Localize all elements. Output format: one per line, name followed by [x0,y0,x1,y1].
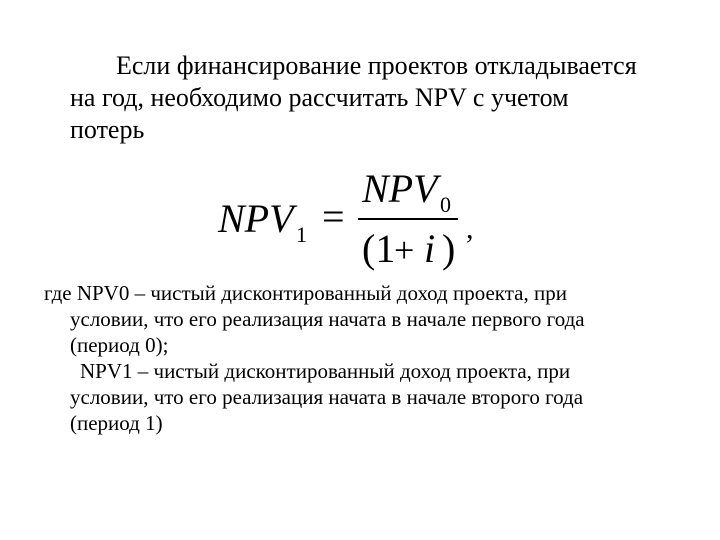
definition-npv0-line-3: (период 0); [70,333,169,357]
definitions-block [44,280,694,436]
definition-npv1-line-1: NPV1 – чистый дисконтированный доход проекта, при [80,359,571,383]
formula-denominator-var: i [424,226,436,271]
definition-npv0-line-2: условии, что его реализация начата в начале первого года [70,307,585,331]
formula-denominator-close: ) [442,226,456,271]
formula-graphic [210,166,510,276]
formula-lhs-base: NPV [218,196,294,241]
formula-lhs-subscript: 1 [296,222,307,247]
definition-npv1-line-3: (период 1) [70,411,163,435]
formula-equals: = [322,194,345,239]
definition-npv0-line-1: где NPV0 – чистый дисконтированный доход проекта, при [44,281,567,305]
formula-denominator-open: (1 [362,226,396,271]
npv-formula [210,166,510,276]
intro-line-3: потерь [70,115,145,144]
intro-paragraph [70,50,700,146]
formula-denominator-plus: + [394,230,415,270]
formula-numerator-base: NPV [362,166,438,211]
definition-npv1-line-2: условии, что его реализация начата в начале второго года [70,385,584,409]
intro-line-1: Если финансирование проектов откладывается [116,51,637,80]
formula-numerator-subscript: 0 [440,192,451,217]
intro-line-2: на год, необходимо рассчитать NPV с учетом [70,83,569,112]
formula-trailing-comma: , [466,212,474,245]
